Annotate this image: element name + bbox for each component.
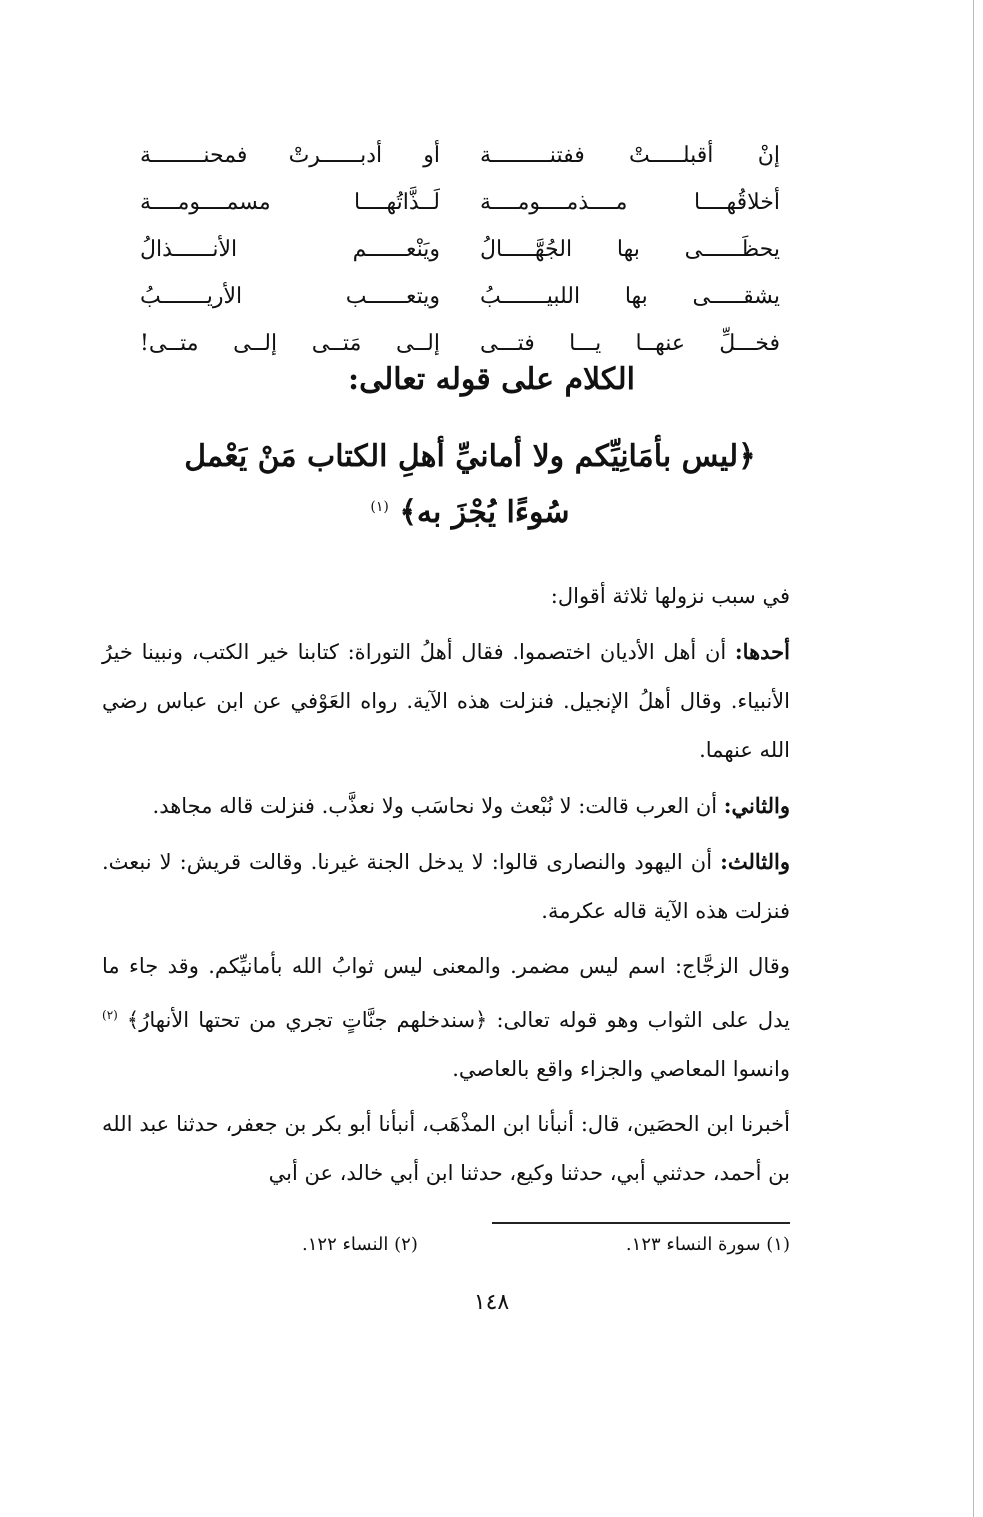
paragraph-label: أحدها:	[734, 639, 790, 664]
paragraph-first-opinion	[102, 627, 790, 775]
poem-verse	[140, 179, 780, 226]
poem	[140, 132, 780, 367]
poem-verse	[140, 132, 780, 179]
verse-second-hemistich: ويَنْعــــــم الأنــــــذالُ	[140, 237, 440, 262]
verse-heading	[150, 432, 790, 538]
paragraph-label: والثالث:	[720, 849, 790, 874]
verse-heading-line-1: ﴿ليس بأمَانِيِّكم ولا أمانيِّ أهلِ الكتاب مَنْ يَعْمل	[184, 439, 756, 474]
poem-verse	[140, 273, 780, 320]
footnotes	[302, 1234, 790, 1255]
paragraph-text: أن العرب قالت: لا نُبْعث ولا نحاسَب ولا نعذَّب. فنزلت قاله مجاهد.	[152, 794, 724, 818]
paragraph-isnad: أخبرنا ابن الحصَين، قال: أنبأنا ابن المذْهَب، أنبأنا أبو بكر بن جعفر، حدثنا عبد الله بن أحمد، حدثني أبي، حدثنا وكيع، حدثنا ابن أبي خالد، عن أبي	[102, 1112, 790, 1185]
verse-first-hemistich: يحظَــــــى بها الجُهَّـــــالُ	[480, 237, 780, 262]
section-heading: الكلام على قوله تعالى:	[348, 362, 635, 397]
verse-first-hemistich: إنْ أقبلـــــتْ ففتنـــــــــة	[480, 143, 780, 168]
paragraph-text: أن أهل الأديان اختصموا. فقال أهلُ التوراة: كتابنا خير الكتب، ونبينا خيرُ الأنبياء. وقال أهلُ الإنجيل. فنزلت هذه الآية. رواه العَوْفي عن ابن عباس رضي الله عنهما.	[102, 640, 790, 762]
verse-first-hemistich: أخلاقُهــــا مــــذمــــومــــة	[480, 190, 780, 215]
paragraph-intro: في سبب نزولها ثلاثة أقوال:	[550, 584, 790, 608]
paragraph-text: أن اليهود والنصارى قالوا: لا يدخل الجنة غيرنا. وقالت قريش: لا نبعث. فنزلت هذه الآية قاله عكرمة.	[102, 850, 790, 923]
verse-first-hemistich: يشقـــــى بها اللبيـــــــبُ	[480, 284, 780, 309]
paragraph-zajjaj	[102, 942, 790, 1094]
verse-second-hemistich: أو أدبــــــرتْ فمحنــــــــة	[140, 143, 440, 168]
body-text	[102, 572, 790, 1204]
poem-verse	[140, 226, 780, 273]
paragraph-text-continued: وانسوا المعاصي والجزاء واقع بالعاصي.	[452, 1057, 790, 1081]
verse-second-hemistich: لَــذَّاتُهــــا مسمــــومــــة	[140, 190, 440, 215]
paragraph-text: وقال الزجَّاج: اسم ليس مضمر. والمعنى ليس ثوابُ الله بأمانيِّكم. وقد جاء ما يدل على الثواب وهو قوله تعالى: ﴿سندخلهم جنَّاتٍ تجري من تحتها الأنهارُ﴾	[102, 954, 790, 1032]
paragraph-second-opinion	[102, 781, 790, 831]
verse-heading-line-2-text: سُوءًا يُجْزَ به﴾	[399, 495, 570, 530]
footnote-separator	[492, 1222, 790, 1224]
verse-heading-line-2	[150, 482, 790, 538]
footnote-1: (١) سورة النساء ١٢٣.	[625, 1234, 790, 1255]
paragraph-third-opinion	[102, 837, 790, 936]
footnote-marker: (٢)	[102, 1008, 118, 1022]
poem-verse	[140, 320, 780, 367]
verse-second-hemistich: ويتعــــــب الأريـــــــبُ	[140, 284, 440, 309]
footnote-marker: (١)	[370, 499, 389, 515]
page-number: ١٤٨	[473, 1290, 510, 1315]
verse-first-hemistich: فخـــلِّ عنهــا يـــا فتـــى	[480, 331, 780, 356]
verse-second-hemistich: إلــى مَتــى إلــى متــى!	[140, 331, 440, 356]
footnote-2: (٢) النساء ١٢٢.	[302, 1234, 418, 1255]
paragraph-label: والثاني:	[723, 793, 790, 818]
